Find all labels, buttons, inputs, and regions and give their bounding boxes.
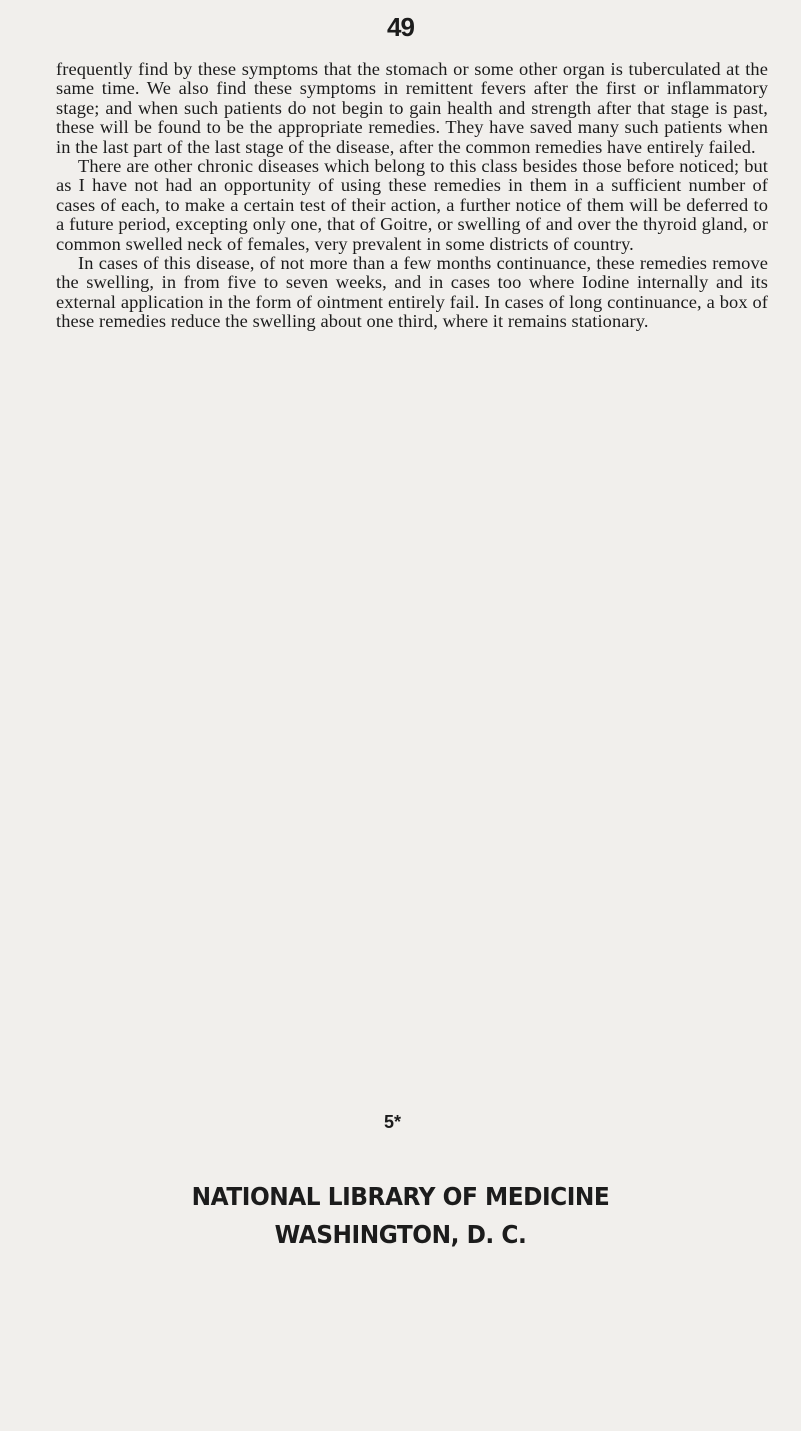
stamp-line-2: WASHINGTON, D. C. [274, 1220, 527, 1249]
stamp-line-1: NATIONAL LIBRARY OF MEDICINE [191, 1182, 610, 1211]
page-number: 49 [387, 12, 414, 42]
paragraph-3: In cases of this disease, of not more than a few months continuance, these remedies remove the swelling, in from five to seven weeks, and in cases too where Iodine internally and its external application in the form of ointment entirely fail. In cases of long continuance, a box of these remedies reduce the swelling about one third, where it remains stationary. [56, 253, 768, 332]
library-stamp [0, 1178, 801, 1254]
signature-mark: 5* [384, 1112, 402, 1132]
body-text [56, 60, 768, 332]
paragraph-1: frequently find by these symptoms that the stomach or some other organ is tuberculated at the same time. We also find these symptoms in remittent fevers after the first or inflammatory stage; and when such patients do not begin to gain health and strength after that stage is past, these will be found to be the appropriate remedies. They have saved many such patients when in the last part of the last stage of the disease, after the common remedies have entirely failed. [56, 59, 768, 157]
paragraph-2: There are other chronic diseases which belong to this class besides those before noticed; but as I have not had an opportunity of using these remedies in them in a sufficient number of cases of each, to make a certain test of their action, a further notice of them will be deferred to a future period, excepting only one, that of Goitre, or swelling of and over the thyroid gland, or common swelled neck of females, very prevalent in some districts of country. [56, 156, 768, 254]
